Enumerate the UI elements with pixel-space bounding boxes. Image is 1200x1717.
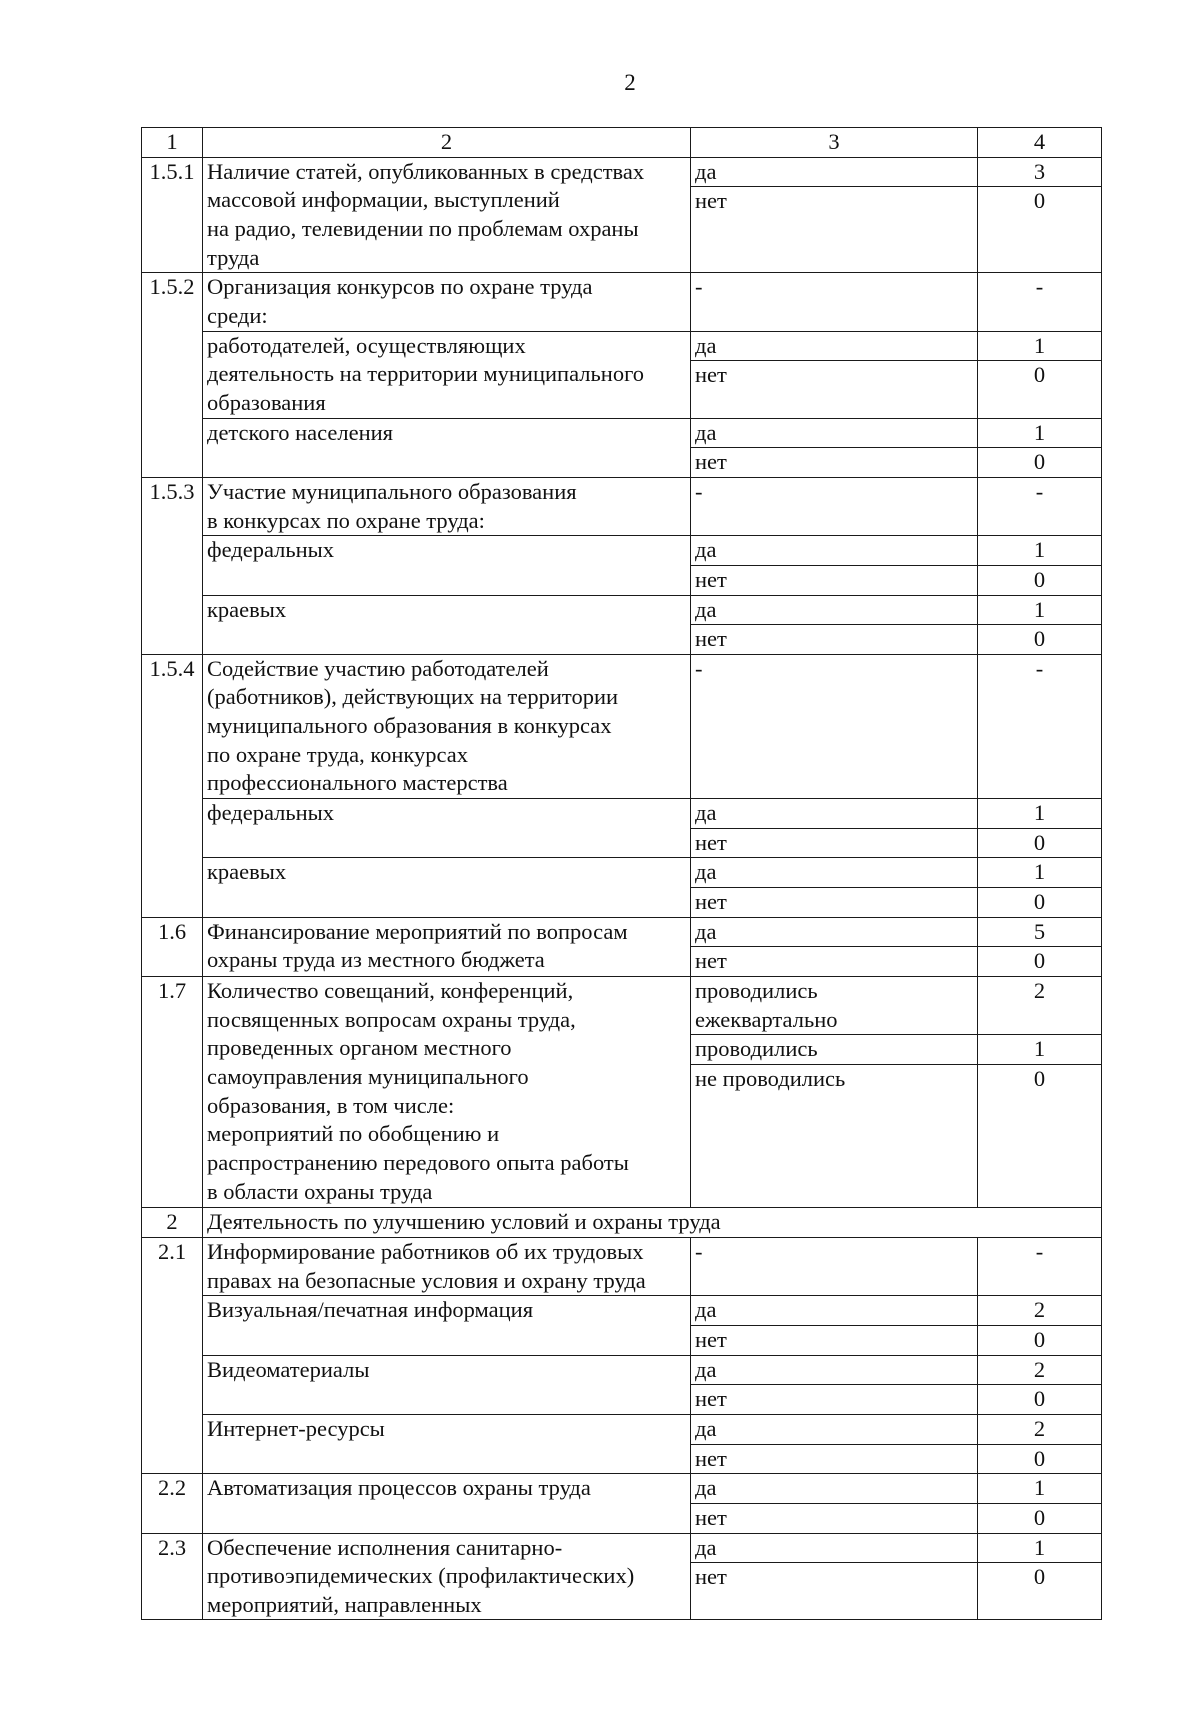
score: 0: [978, 448, 1102, 478]
sub-item-text: Видеоматериалы: [203, 1355, 691, 1414]
score: -: [978, 477, 1102, 535]
option: нет: [691, 448, 978, 478]
option: нет: [691, 565, 978, 595]
score: 1: [978, 595, 1102, 625]
option: -: [691, 477, 978, 535]
score: 1: [978, 1474, 1102, 1504]
score: 0: [978, 947, 1102, 977]
option: проводились: [691, 1035, 978, 1065]
option: нет: [691, 361, 978, 418]
score: 0: [978, 1385, 1102, 1415]
option: -: [691, 1237, 978, 1295]
score: 0: [978, 1563, 1102, 1620]
score: 0: [978, 187, 1102, 273]
sub-item-text: краевых: [203, 858, 691, 917]
score: 1: [978, 1035, 1102, 1065]
score: -: [978, 654, 1102, 798]
score: 5: [978, 917, 1102, 947]
option: да: [691, 331, 978, 361]
option: да: [691, 1355, 978, 1385]
score: 2: [978, 977, 1102, 1035]
option: нет: [691, 1325, 978, 1355]
item-number: 2.1: [142, 1237, 203, 1473]
option: да: [691, 917, 978, 947]
option: нет: [691, 1563, 978, 1620]
score: 0: [978, 565, 1102, 595]
section-heading: Деятельность по улучшению условий и охраны труда: [203, 1208, 1102, 1238]
item-text: Участие муниципального образования в конкурсах по охране труда:: [203, 477, 691, 535]
sub-item-text: краевых: [203, 595, 691, 654]
option: -: [691, 273, 978, 331]
option: нет: [691, 1385, 978, 1415]
item-text: Финансирование мероприятий по вопросам охраны труда из местного бюджета: [203, 917, 691, 976]
score: 1: [978, 536, 1102, 566]
option: нет: [691, 187, 978, 273]
option: нет: [691, 828, 978, 858]
item-number: 1.7: [142, 977, 203, 1208]
item-text: Автоматизация процессов охраны труда: [203, 1474, 691, 1533]
score: 0: [978, 361, 1102, 418]
item-text: Содействие участию работодателей (работников), действующих на территории муниципального образования в конкурсах по охране труда, конкурсах профессионального мастерства: [203, 654, 691, 798]
option: нет: [691, 625, 978, 655]
score: 1: [978, 331, 1102, 361]
option: нет: [691, 947, 978, 977]
item-text: Количество совещаний, конференций, посвященных вопросам охраны труда, проведенных органом местного самоуправления муниципального образования, в том числе: мероприятий по обобщению и распространению передового опыта работы в области охраны труда: [203, 977, 691, 1208]
option: да: [691, 1296, 978, 1326]
col-header: 2: [203, 128, 691, 158]
option: да: [691, 1474, 978, 1504]
option: да: [691, 858, 978, 888]
page-number: 2: [624, 70, 636, 95]
item-number: 1.5.1: [142, 157, 203, 273]
header-row: [142, 128, 1102, 158]
section-number: 2: [142, 1208, 203, 1238]
col-header: 3: [691, 128, 978, 158]
item-text: Информирование работников об их трудовых правах на безопасные условия и охрану труда: [203, 1237, 691, 1295]
item-number: 1.5.2: [142, 273, 203, 478]
option: да: [691, 418, 978, 448]
score: -: [978, 1237, 1102, 1295]
option: нет: [691, 1444, 978, 1474]
item-number: 1.5.3: [142, 477, 203, 654]
item-text: Обеспечение исполнения санитарно- противоэпидемических (профилактических) мероприятий, направленных: [203, 1533, 691, 1620]
score: 0: [978, 1444, 1102, 1474]
score: 0: [978, 1503, 1102, 1533]
score: 0: [978, 1065, 1102, 1208]
sub-item-text: детского населения: [203, 418, 691, 477]
option: -: [691, 654, 978, 798]
sub-item-text: Визуальная/печатная информация: [203, 1296, 691, 1355]
option: проводились ежеквартально: [691, 977, 978, 1035]
item-number: 1.6: [142, 917, 203, 976]
option: да: [691, 1414, 978, 1444]
option: не проводились: [691, 1065, 978, 1208]
score: 0: [978, 888, 1102, 918]
score: 2: [978, 1296, 1102, 1326]
option: нет: [691, 1503, 978, 1533]
item-number: 2.3: [142, 1533, 203, 1620]
score: 1: [978, 1533, 1102, 1563]
score: 1: [978, 858, 1102, 888]
option: да: [691, 595, 978, 625]
col-header: 4: [978, 128, 1102, 158]
item-number: 2.2: [142, 1474, 203, 1533]
sub-item-text: федеральных: [203, 799, 691, 858]
option: да: [691, 157, 978, 187]
score: 0: [978, 828, 1102, 858]
option: да: [691, 799, 978, 829]
col-header: 1: [142, 128, 203, 158]
score: 0: [978, 625, 1102, 655]
score: 1: [978, 418, 1102, 448]
score: 1: [978, 799, 1102, 829]
option: нет: [691, 888, 978, 918]
item-number: 1.5.4: [142, 654, 203, 917]
score: 2: [978, 1355, 1102, 1385]
criteria-table: [141, 127, 1102, 1620]
score: 2: [978, 1414, 1102, 1444]
sub-item-text: федеральных: [203, 536, 691, 595]
item-text: Наличие статей, опубликованных в средствах массовой информации, выступлений на радио, телевидении по проблемам охраны труда: [203, 157, 691, 273]
score: -: [978, 273, 1102, 331]
sub-item-text: Интернет-ресурсы: [203, 1414, 691, 1473]
option: да: [691, 536, 978, 566]
score: 3: [978, 157, 1102, 187]
item-text: Организация конкурсов по охране труда среди:: [203, 273, 691, 331]
sub-item-text: работодателей, осуществляющих деятельность на территории муниципального образования: [203, 331, 691, 418]
option: да: [691, 1533, 978, 1563]
score: 0: [978, 1325, 1102, 1355]
